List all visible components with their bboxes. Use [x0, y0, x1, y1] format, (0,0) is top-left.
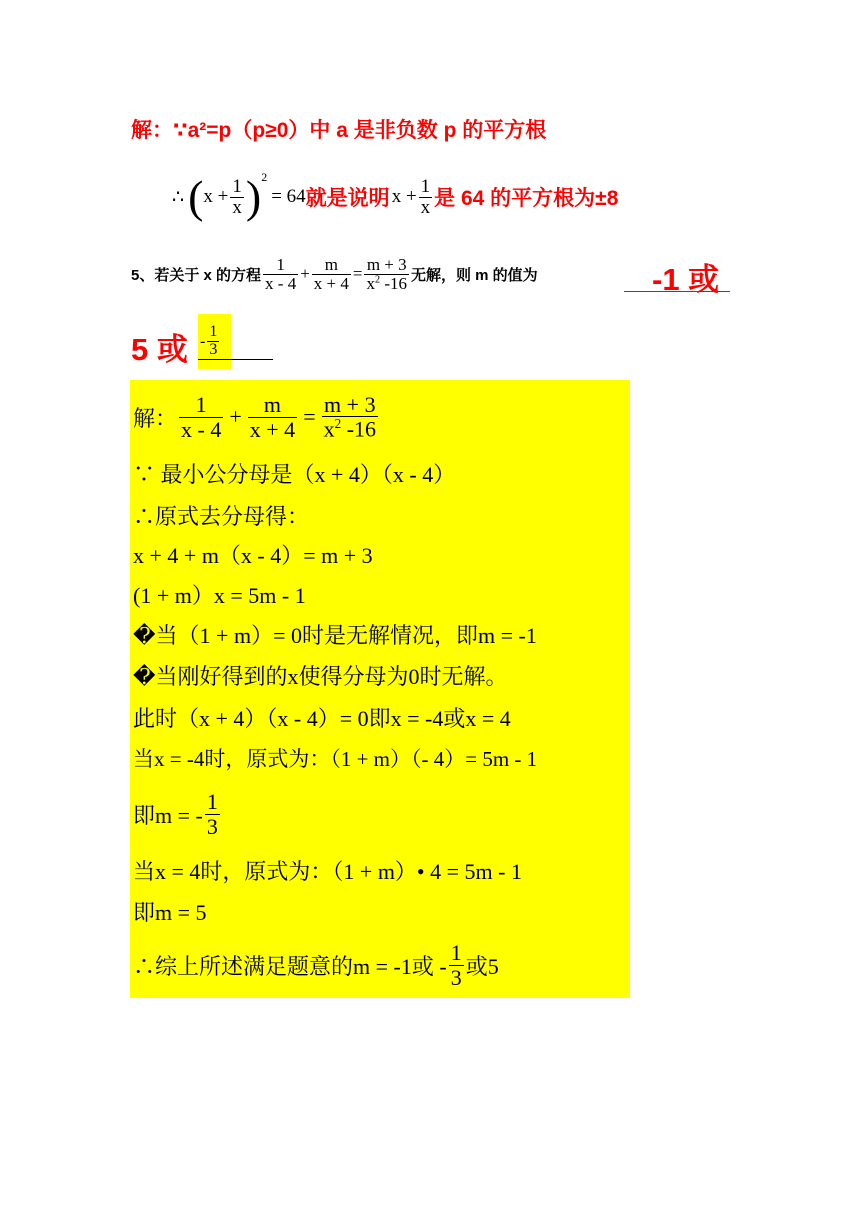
intro-middle-text: 就是说明 — [305, 187, 390, 210]
den-exponent: 2 — [374, 273, 381, 285]
fraction-numerator: m — [263, 392, 282, 418]
mid-fraction — [419, 177, 433, 218]
plus-sign: + — [300, 264, 310, 283]
answer-part-1: -1 或 — [652, 262, 720, 297]
lhs-denominator: x — [232, 196, 242, 218]
lhs-equals: = 64 — [271, 186, 306, 207]
problem-fraction-3 — [364, 256, 409, 293]
solution-line-9: 当x = -4时，原式为：（1 + m）（- 4）= 5m - 1 — [133, 747, 538, 771]
solution-line-4: x + 4 + m（x - 4）= m + 3 — [133, 543, 373, 568]
lhs-exponent: 2 — [261, 170, 268, 184]
equals-sign: = — [303, 404, 316, 429]
solution-line-5: (1 + m）x = 5m - 1 — [133, 583, 306, 608]
answer-part-2: 5 或 — [131, 332, 188, 367]
equals-sign: = — [352, 264, 363, 283]
answer-minus: - — [200, 332, 206, 350]
fraction-numerator: 1 — [450, 940, 462, 966]
problem-fraction-2 — [312, 256, 351, 293]
den-x: x — [366, 273, 375, 293]
fraction-numerator: m + 3 — [324, 392, 376, 418]
mid-denominator: x — [420, 196, 431, 218]
line-text: ∴综上所述满足题意的m = -1或 - — [133, 953, 447, 979]
solution-fraction-3 — [322, 393, 378, 441]
fraction-denominator — [322, 416, 378, 440]
solution-label: 解： — [133, 405, 178, 431]
problem-fraction-1 — [263, 256, 298, 293]
left-paren: ( — [188, 171, 204, 222]
solution-line-3: ∴原式去分母得： — [133, 504, 310, 529]
solution-line-13 — [133, 934, 499, 996]
fraction-denominator — [364, 274, 409, 293]
right-paren: ) — [245, 171, 262, 222]
fraction-numerator: 1 — [195, 392, 207, 418]
solution-line-12: 即m = 5 — [133, 900, 207, 925]
solution-fraction-1 — [179, 393, 223, 440]
solution-fraction-13 — [449, 941, 464, 988]
solution-fraction-2 — [248, 393, 297, 440]
problem-statement — [131, 246, 538, 302]
intro-equation — [172, 166, 618, 228]
solution-line-6: �当（1 + m）= 0时是无解情况，即m = -1 — [133, 623, 537, 648]
solution-line-1 — [133, 386, 380, 448]
fraction-numerator: 1 — [209, 323, 218, 341]
fraction-numerator: 1 — [276, 254, 285, 274]
therefore-symbol: ∴ — [172, 186, 185, 208]
fraction-denominator: x + 4 — [313, 273, 349, 293]
line-text-end: 或5 — [465, 953, 499, 979]
lhs-numerator: 1 — [232, 175, 242, 197]
mid-x: x + — [391, 186, 417, 207]
fraction-denominator: x - 4 — [181, 416, 222, 442]
den-rest: -16 — [380, 273, 407, 293]
solution-line-11: 当x = 4时，原式为：（1 + m）• 4 = 5m - 1 — [133, 859, 522, 884]
solution-line-10 — [133, 783, 222, 845]
fraction-numerator: m + 3 — [366, 254, 407, 274]
problem-prefix: 5、若关于 x 的方程 — [131, 266, 262, 284]
solution-fraction-10 — [205, 790, 220, 837]
lhs-fraction — [230, 177, 244, 218]
den-rest: -16 — [341, 416, 377, 442]
fraction-numerator: m — [324, 254, 338, 274]
den-exponent: 2 — [334, 416, 342, 432]
intro-end-text: 是 64 的平方根为±8 — [434, 187, 619, 210]
solution-line-8: 此时（x + 4）（x - 4）= 0即x = -4或x = 4 — [133, 706, 511, 731]
fraction-denominator: x + 4 — [249, 416, 296, 442]
solution-line-2: ∵ 最小公分母是（x + 4）（x - 4） — [133, 462, 456, 487]
fraction-denominator: 3 — [206, 813, 218, 839]
answer-fraction-highlight — [198, 314, 231, 369]
solution-line-7: �当刚好得到的x使得分母为0时无解。 — [133, 664, 508, 689]
fraction-numerator: 1 — [206, 789, 218, 815]
line-text: 即m = - — [133, 802, 203, 828]
plus-sign: + — [229, 404, 242, 429]
fraction-denominator: 3 — [450, 964, 462, 990]
fraction-denominator: 3 — [209, 341, 218, 358]
den-x: x — [323, 416, 335, 442]
fraction-denominator: x - 4 — [265, 273, 297, 293]
mid-numerator: 1 — [420, 175, 431, 197]
answer-fraction — [207, 324, 219, 359]
problem-suffix: 无解，则 m 的值为 — [411, 266, 538, 284]
intro-statement: 解：∵a²=p（p≥0）中 a 是非负数 p 的平方根 — [131, 119, 547, 142]
lhs-x: x + — [203, 186, 229, 207]
answer-blank-2 — [198, 358, 273, 360]
